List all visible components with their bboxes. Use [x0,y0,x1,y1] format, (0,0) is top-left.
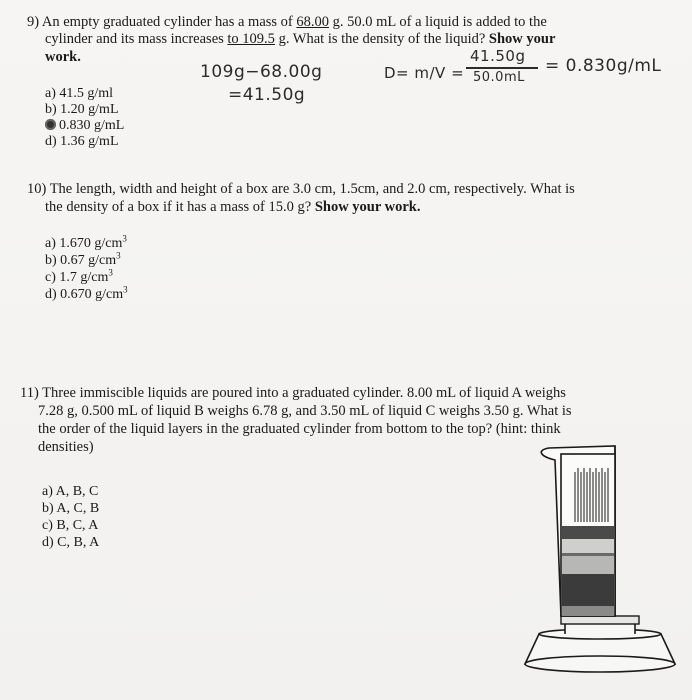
q10-choice-d[interactable]: d) 0.670 $g/cm^3$ [45,284,128,302]
q11-stem-line-4: densities) [38,439,94,455]
q10-choice-c[interactable]: c) 1.7 $g/cm^3$ [45,267,113,285]
q9-choice-b[interactable]: b) 1.20 g/mL [45,102,119,117]
filled-bubble-icon [45,119,56,130]
q9-work-fraction-bar [466,67,538,69]
q11-choice-a[interactable]: a) A, B, C [42,484,99,499]
q9-stem-line-3: work. [45,49,81,65]
q9-choice-d[interactable]: d) 1.36 g/mL [45,134,119,149]
q9-stem-line-2: cylinder and its mass increases to 109.5 g. What is the density of the liquid? Show your [45,31,556,47]
q9-work-subtraction: 109g−68.00g [200,62,323,82]
q10-choice-a[interactable]: a) 1.670 $g/cm^3$ [45,233,127,251]
q9-work-density-formula: D= m/V = [384,64,465,82]
q11-stem-line-1: 11) Three immiscible liquids are poured into a graduated cylinder. 8.00 mL of liquid A weighs [20,385,566,401]
q9-mass-underlined: 68.00 [296,14,330,30]
q11-stem-line-3: the order of the liquid layers in the graduated cylinder from bottom to the top? (hint: think [38,421,561,437]
q9-stem-line-1: 9) An empty graduated cylinder has a mass of 68.00 g. 50.0 mL of a liquid is added to the [27,14,547,30]
q9-choice-a[interactable]: a) 41.5 g/ml [45,86,114,101]
q11-stem-line-2: 7.28 g, 0.500 mL of liquid B weighs 6.78 g, and 3.50 mL of liquid C weighs 3.50 g. What is [38,403,572,419]
q9-work-result: = 0.830g/mL [545,56,662,76]
q10-stem-line-2: the density of a box if it has a mass of 15.0 g? Show your work. [45,199,421,215]
q11-choice-b[interactable]: b) A, C, B [42,501,100,516]
q9-work-fraction-denominator: 50.0mL [473,70,525,85]
q9-work-difference: =41.50g [228,85,306,105]
q9-choice-c[interactable]: 0.830 g/mL [45,118,124,135]
q11-choice-c[interactable]: c) B, C, A [42,518,99,533]
q10-choice-b[interactable]: b) 0.67 $g/cm^3$ [45,250,121,268]
q10-stem-line-1: 10) The length, width and height of a box are 3.0 cm, 1.5cm, and 2.0 cm, respectively. What is [27,181,575,197]
q9-increase-underlined: to 109.5 [227,31,275,47]
q9-work-fraction-numerator: 41.50g [470,47,526,65]
graduated-cylinder-icon [515,438,685,674]
q11-choice-d[interactable]: d) C, B, A [42,535,100,550]
